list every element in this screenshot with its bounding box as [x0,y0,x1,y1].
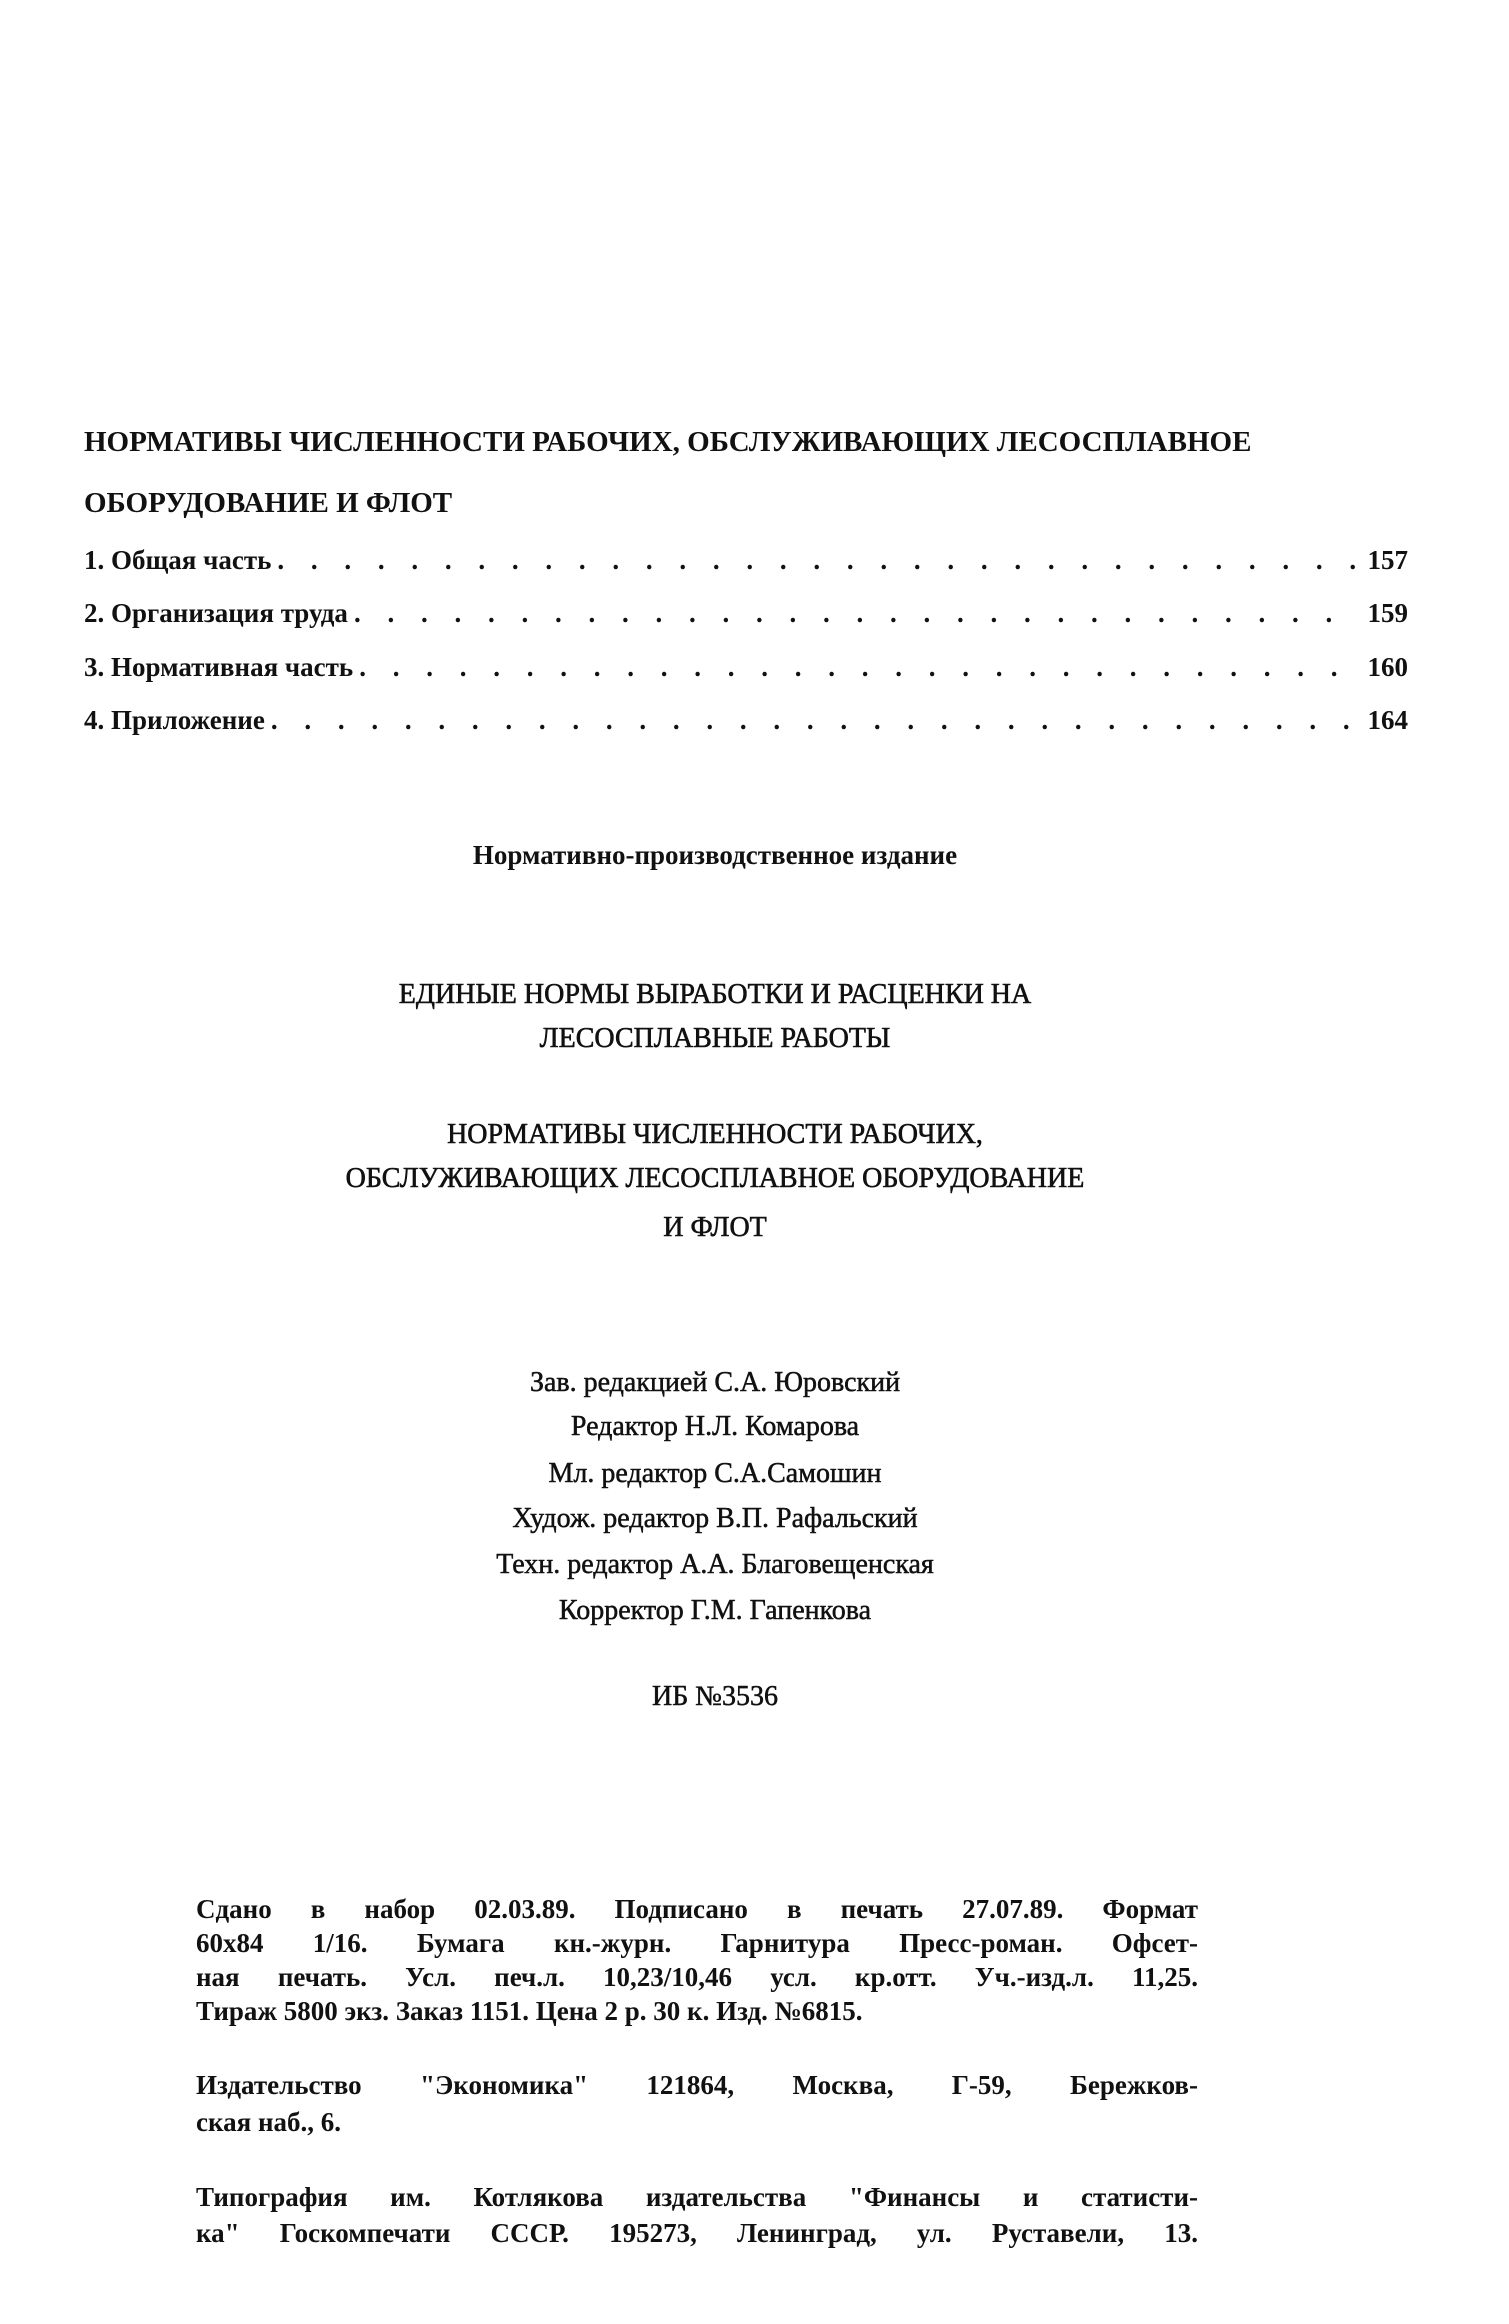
toc-dot-leader [277,540,1359,580]
printer-line: Типография им. Котлякова издательства "Финансы и статисти- [196,2182,1198,2212]
publisher-line: Издательство "Экономика" 121864, Москва, Г-59, Бережков- [196,2070,1198,2100]
ib-number: ИБ №3536 [651,1681,778,1712]
subtitle-line-1: НОРМАТИВЫ ЧИСЛЕННОСТИ РАБОЧИХ, [447,1119,983,1150]
title-line-1: ЕДИНЫЕ НОРМЫ ВЫРАБОТКИ И РАСЦЕНКИ НА [398,979,1032,1010]
credit-line: Мл. редактор С.А.Самошин [548,1458,882,1489]
printer-line: ка" Госкомпечати СССР. 195273, Ленинград, ул. Руставели, 13. [196,2218,1198,2248]
toc-dot-leader [354,593,1360,633]
toc-item-page: 160 [1367,652,1408,682]
print-details-line: Сдано в набор 02.03.89. Подписано в печать 27.07.89. Формат [196,1894,1198,1924]
toc-dot-leader [271,700,1360,740]
toc-item[interactable] [84,540,1408,580]
credit-line: Корректор Г.М. Гапенкова [558,1595,872,1626]
toc-item-label: 3. Нормативная часть [84,652,354,682]
credit-line: Зав. редакцией С.А. Юровский [529,1367,901,1398]
subtitle-line-2: ОБСЛУЖИВАЮЩИХ ЛЕСОСПЛАВНОЕ ОБОРУДОВАНИЕ [345,1163,1085,1194]
title-line-2: ЛЕСОСПЛАВНЫЕ РАБОТЫ [539,1023,891,1054]
toc-item-label: 1. Общая часть [84,545,272,575]
toc-item-page: 157 [1367,545,1408,575]
toc-item-label: 2. Организация труда [84,598,348,628]
toc-item[interactable] [84,593,1408,633]
toc-item[interactable] [84,647,1408,687]
print-details-line: ная печать. Усл. печ.л. 10,23/10,46 усл. кр.отт. Уч.-изд.л. 11,25. [196,1962,1198,1992]
credit-line: Техн. редактор А.А. Благовещенская [496,1549,934,1580]
toc-item-page: 164 [1367,705,1408,735]
print-details-line: Тираж 5800 экз. Заказ 1151. Цена 2 р. 30 к. Изд. №6815. [196,1996,863,2026]
print-details-line: 60x84 1/16. Бумага кн.-журн. Гарнитура Пресс-роман. Офсет- [196,1928,1198,1958]
subtitle-line-3: И ФЛОТ [663,1212,767,1243]
publisher-line: ская наб., 6. [196,2107,342,2137]
credit-line: Худож. редактор В.П. Рафальский [512,1503,918,1534]
toc-item[interactable] [84,700,1408,740]
toc-item-label: 4. Приложение [84,705,265,735]
toc-dot-leader [359,647,1359,687]
credit-line: Редактор Н.Л. Комарова [570,1411,860,1442]
toc-heading-line-2: ОБОРУДОВАНИЕ И ФЛОТ [84,487,453,519]
toc-heading-line-1: НОРМАТИВЫ ЧИСЛЕННОСТИ РАБОЧИХ, ОБСЛУЖИВАЮЩИХ ЛЕСОСПЛАВНОЕ [84,426,1252,458]
edition-type: Нормативно-производственное издание [472,840,958,870]
toc-item-page: 159 [1367,598,1408,628]
